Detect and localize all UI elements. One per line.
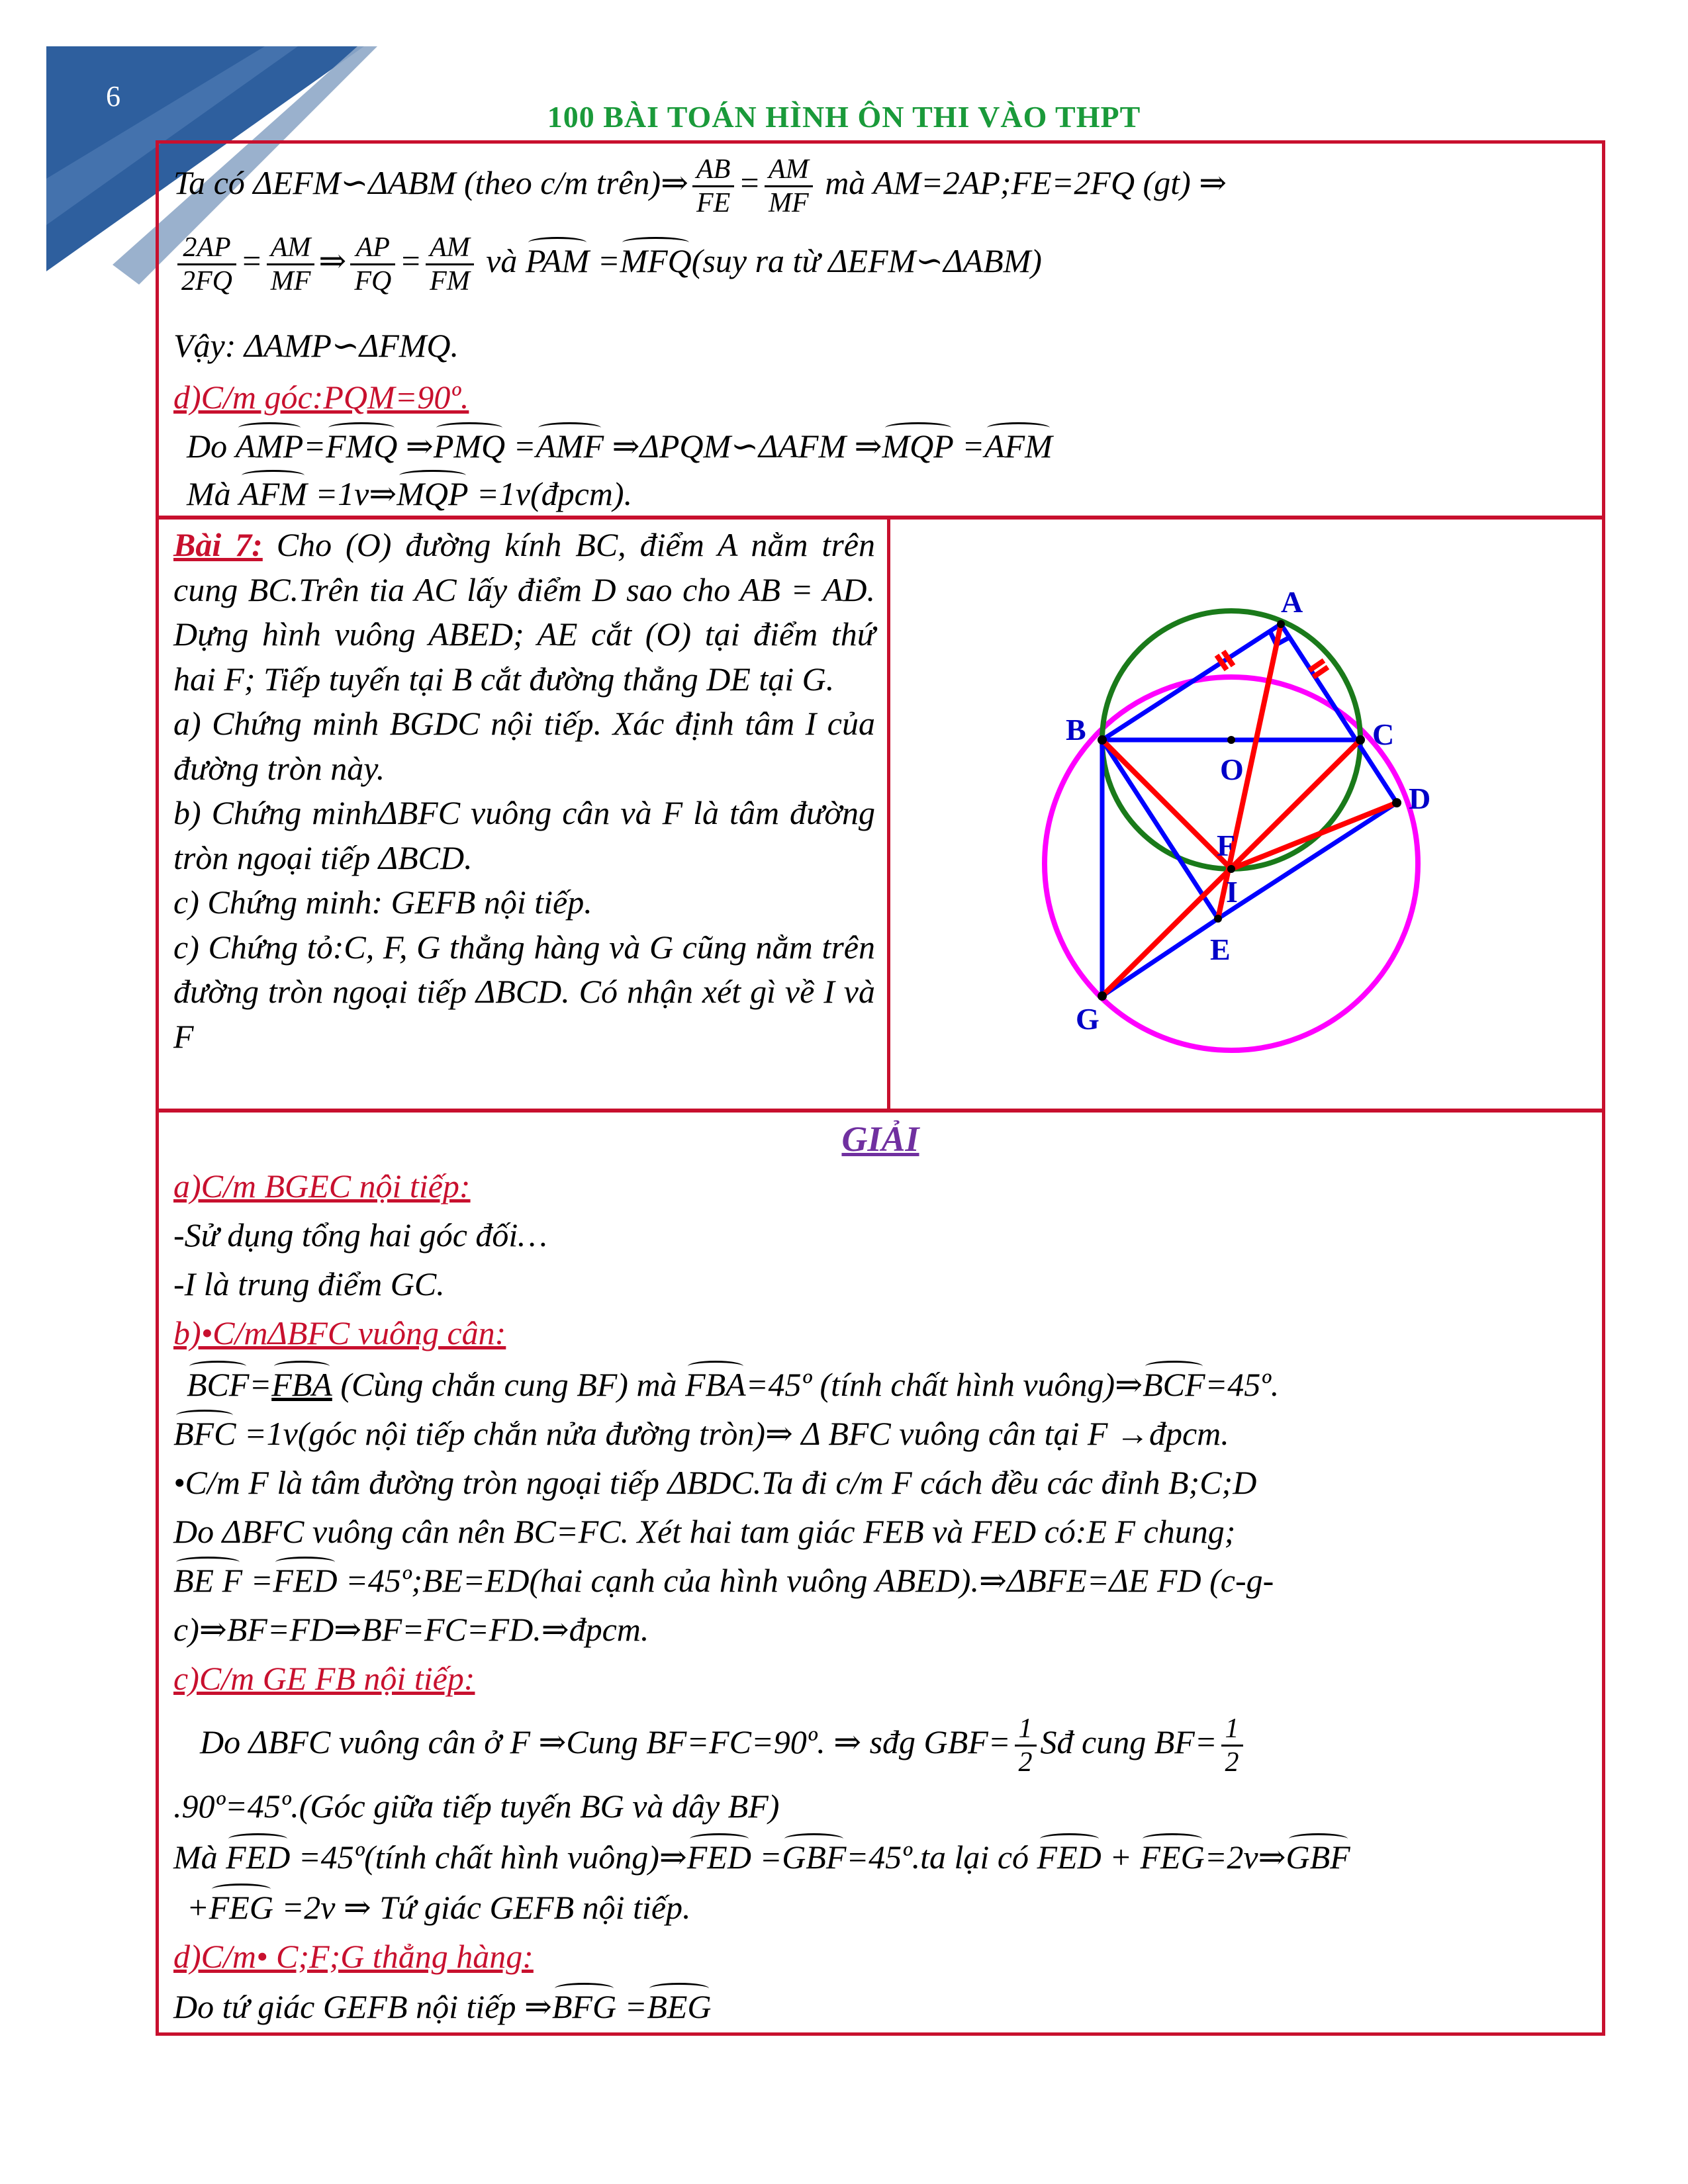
problem-part-c1: c) Chứng minh: GEFB nội tiếp. [173, 884, 592, 921]
label-B: B [1066, 713, 1086, 747]
problem-statement: Bài 7: Cho (O) đường kính BC, điểm A nằm trên cung BC.Trên tia AC lấy điểm D sao cho AB = AD. Dựng hình vuông ABED; AE cắt (O) tại điểm thứ hai F; Tiếp tuyến tại B cắt đường thẳng DE tại G. a) Chứng minh BGDC nội tiếp. Xác định tâm I của đường tròn này. b) Chứng minhΔBFC vuông cân và F là tâm đường tròn ngoại tiếp ΔBCD. c) Chứng minh: GEFB nội tiếp. c) Chứng tỏ:C, F, G thẳng hàng và G cũng nằm trên đường tròn ngoại tiếp ΔBCD. Có nhận xét gì về I và F [173, 523, 875, 1059]
solution-d1: Do tứ giác GEFB nội tiếp ⇒BFG =BEG [173, 1984, 712, 2029]
box1-line-6: Mà AFM =1v⇒MQP =1v(đpcm). [187, 471, 632, 516]
solution-a1: -Sử dụng tổng hai góc đối… [173, 1216, 547, 1253]
problem-label: Bài 7: [173, 526, 263, 563]
label-E: E [1210, 933, 1231, 966]
solution-b1: BCF=FBA (Cùng chắn cung BF) mà FBA=45º (tính chất hình vuông)⇒BCF=45º. [187, 1362, 1279, 1407]
solution-b6: c)⇒BF=FD⇒BF=FC=FD.⇒đpcm. [173, 1611, 649, 1648]
label-O: O [1220, 752, 1244, 786]
solution-c2: .90º=45º.(Góc giữa tiếp tuyến BG và dây BF) [173, 1788, 780, 1825]
solution-c1: Do ΔBFC vuông cân ở F ⇒Cung BF=FC=90º. ⇒ sđg GBF= $\frac{1}{2}$ Sđ cung BF= $\frac{1}{2}$ [200, 1713, 1247, 1778]
problem-part-c2: c) Chứng tỏ:C, F, G thẳng hàng và G cũng nằm trên đường tròn ngoại tiếp ΔBCD. Có nhận xét gì về I và F [173, 928, 875, 1055]
box1-line-3: Vậy: ΔAMP∽ΔFMQ. [173, 327, 459, 364]
box1-line-1: Ta có ΔEFM∽ΔABM (theo c/m trên)⇒ $\frac{AB}{FE}$ = $\frac{AM}{MF}$ mà AM=2AP;FE=2FQ (gt) ⇒ [173, 154, 1227, 218]
solution-heading-d: d)C/m• C;F;G thẳng hàng: [173, 1938, 534, 1975]
solution-b3: •C/m F là tâm đường tròn ngoại tiếp ΔBDC.Ta đi c/m F cách đều các đỉnh B;C;D [173, 1464, 1257, 1501]
solution-title: GIẢI [841, 1119, 919, 1159]
label-D: D [1409, 782, 1431, 815]
box1-heading-d: d)C/m góc:PQM=90º. [173, 379, 469, 416]
solution-heading-c: c)C/m GE FB nội tiếp: [173, 1660, 475, 1697]
problem-part-a: a) Chứng minh BGDC nội tiếp. Xác định tâm I của đường tròn này. [173, 705, 875, 787]
problem-part-b: b) Chứng minhΔBFC vuông cân và F là tâm đường tròn ngoại tiếp ΔBCD. [173, 794, 875, 876]
solution-c3: Mà FED =45º(tính chất hình vuông)⇒FED =GBF=45º.ta lại có FED + FEG=2v⇒GBF [173, 1835, 1350, 1880]
box1-line-5: Do AMP=FMQ ⇒PMQ =AMF ⇒ΔPQM∽ΔAFM ⇒MQP =AFM [187, 424, 1053, 469]
label-I: I [1226, 875, 1238, 909]
page-title: 100 BÀI TOÁN HÌNH ÔN THI VÀO THPT [547, 100, 1141, 134]
page-number: 6 [106, 80, 120, 113]
solution-b4: Do ΔBFC vuông cân nên BC=FC. Xét hai tam giác FEB và FED có:E F chung; [173, 1513, 1236, 1550]
solution-b5: BE F =FED =45º;BE=ED(hai cạnh của hình vuông ABED).⇒ΔBFE=ΔE FD (c-g- [173, 1558, 1274, 1603]
label-C: C [1372, 717, 1395, 751]
solution-b2: BFC =1v(góc nội tiếp chắn nửa đường tròn)⇒ Δ BFC vuông cân tại F →đpcm. [173, 1411, 1229, 1456]
solution-a2: -I là trung điểm GC. [173, 1265, 445, 1302]
solution-heading-b: b)•C/mΔBFC vuông cân: [173, 1314, 506, 1351]
geometry-figure [890, 520, 1602, 1109]
label-F: F [1217, 829, 1236, 862]
solution-c4: +FEG =2v ⇒ Tứ giác GEFB nội tiếp. [187, 1885, 691, 1930]
box1-line-2: $\frac{2AP}{2FQ}$ = $\frac{AM}{MF}$ ⇒ $\frac{AP}{FQ}$ = $\frac{AM}{FM}$ và PAM =MFQ(suy ra từ ΔEFM∽ΔABM) [173, 232, 1042, 297]
label-G: G [1076, 1002, 1100, 1036]
label-A: A [1281, 585, 1303, 619]
solution-heading-a: a)C/m BGEC nội tiếp: [173, 1167, 471, 1205]
